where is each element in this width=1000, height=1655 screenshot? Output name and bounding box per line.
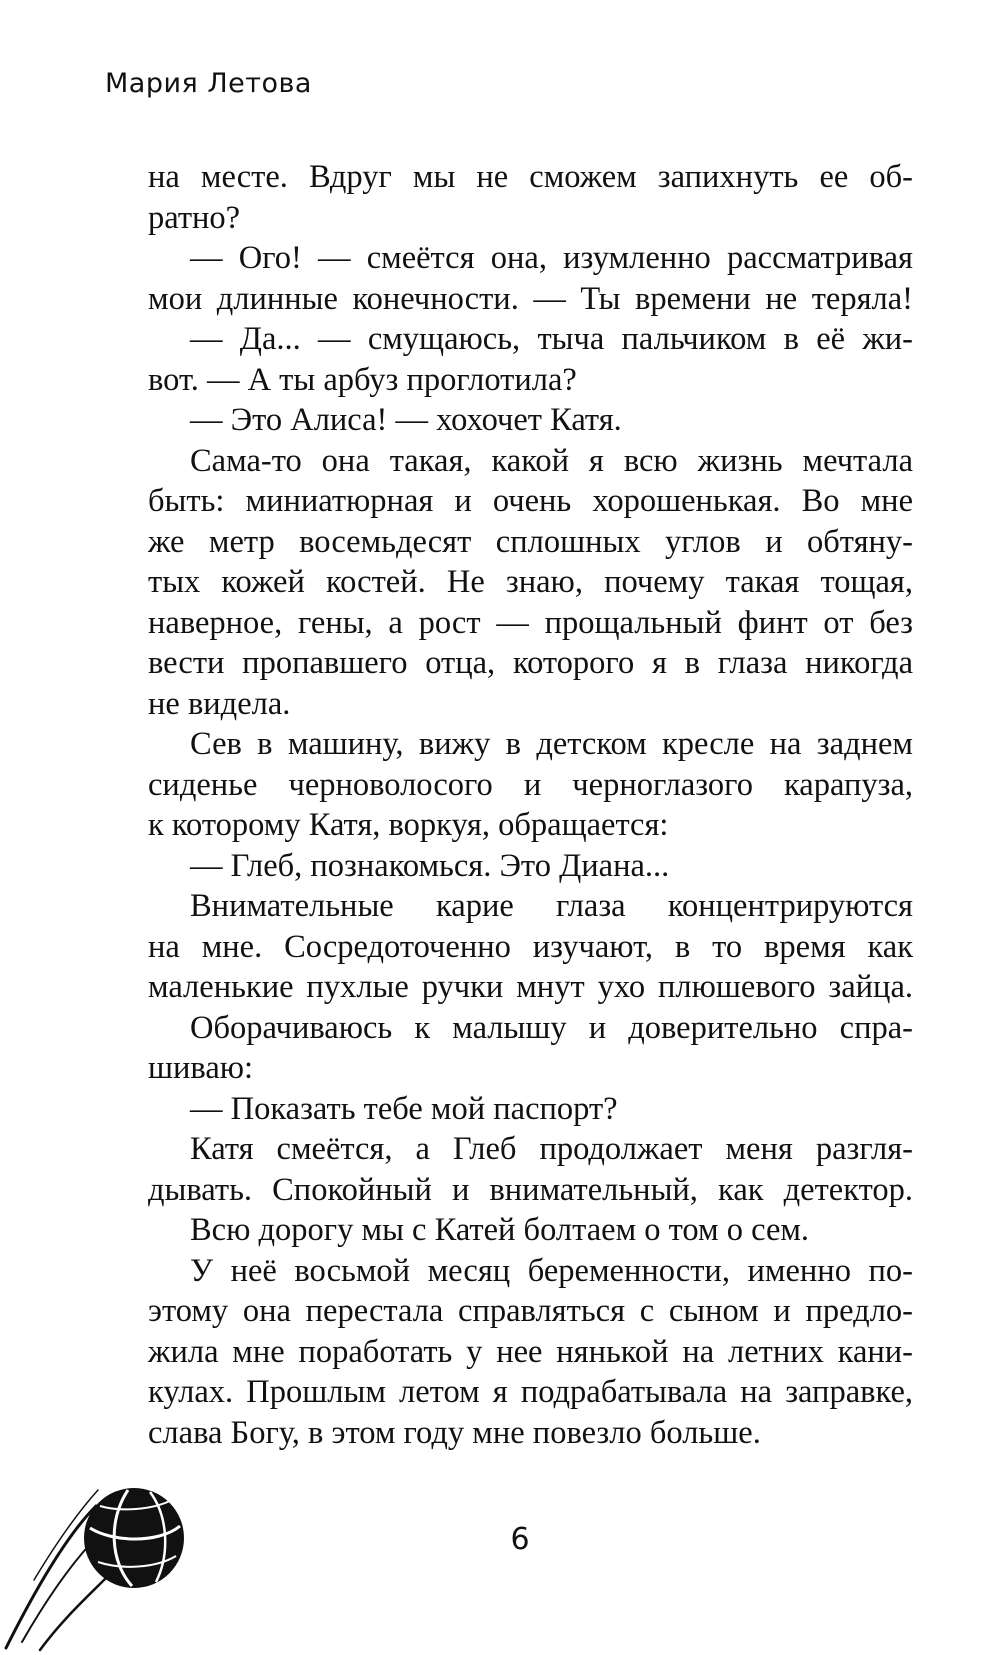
text-line: ратно? [148, 199, 241, 236]
basketball-icon [0, 1470, 200, 1655]
text-line: — Ого! — смеётся она, изумленно рассматривая [190, 240, 913, 276]
body-text [148, 157, 913, 1453]
text-line: быть: миниатюрная и очень хорошенькая. Во мне [148, 483, 913, 519]
text-line: на месте. Вдруг мы не сможем запихнуть ее об- [148, 159, 913, 195]
text-line: же метр восемьдесят сплошных углов и обтяну- [148, 523, 913, 560]
text-line: к которому Катя, воркуя, обращается: [148, 807, 669, 843]
text-line: У неё восьмой месяц беременности, именно по- [190, 1252, 913, 1289]
text-line: мои длинные конечности. — Ты времени не теряла! [148, 280, 913, 317]
text-line: — Глеб, познакомься. Это Диана... [190, 847, 670, 884]
text-line: Внимательные карие глаза концентрируются [190, 888, 913, 924]
text-line: вести пропавшего отца, которого я в глаза никогда [148, 645, 913, 681]
text-line: — Показать тебе мой паспорт? [190, 1090, 618, 1127]
page-number: 6 [510, 1522, 530, 1557]
text-line: кулах. Прошлым летом я подрабатывала на заправке, [148, 1374, 913, 1410]
text-line: Катя смеётся, а Глеб продолжает меня разгля- [190, 1131, 913, 1167]
text-line: Оборачиваюсь к малышу и доверительно спра- [190, 1009, 913, 1046]
text-line: вот. — А ты арбуз проглотила? [148, 361, 577, 398]
text-line: жила мне поработать у нее нянькой на летних кани- [148, 1333, 913, 1370]
text-line: шиваю: [148, 1050, 254, 1086]
text-line: Всю дорогу мы с Катей болтаем о том о сем. [190, 1212, 810, 1248]
text-line: — Это Алиса! — хохочет Катя. [190, 402, 622, 438]
text-line: дывать. Спокойный и внимательный, как детектор. [148, 1171, 913, 1208]
text-line: слава Богу, в этом году мне повезло больше. [148, 1414, 761, 1451]
text-line: маленькие пухлые ручки мнут ухо плюшевого зайца. [148, 969, 913, 1005]
text-line: Сама-то она такая, какой я всю жизнь мечтала [190, 442, 913, 479]
text-line: не видела. [148, 685, 291, 722]
text-line: Сев в машину, вижу в детском кресле на заднем [190, 726, 913, 762]
text-line: сиденье черноволосого и черноглазого карапуза, [148, 766, 913, 803]
text-line: тых кожей костей. Не знаю, почему такая тощая, [148, 564, 913, 600]
text-line: этому она перестала справляться с сыном и предло- [148, 1293, 913, 1329]
running-head-author: Мария Летова [105, 68, 312, 99]
text-line: на мне. Сосредоточенно изучают, в то время как [148, 928, 913, 965]
text-line: наверное, гены, а рост — прощальный финт от без [148, 604, 913, 641]
text-line: — Да... — смущаюсь, тыча пальчиком в её жи- [190, 321, 913, 357]
